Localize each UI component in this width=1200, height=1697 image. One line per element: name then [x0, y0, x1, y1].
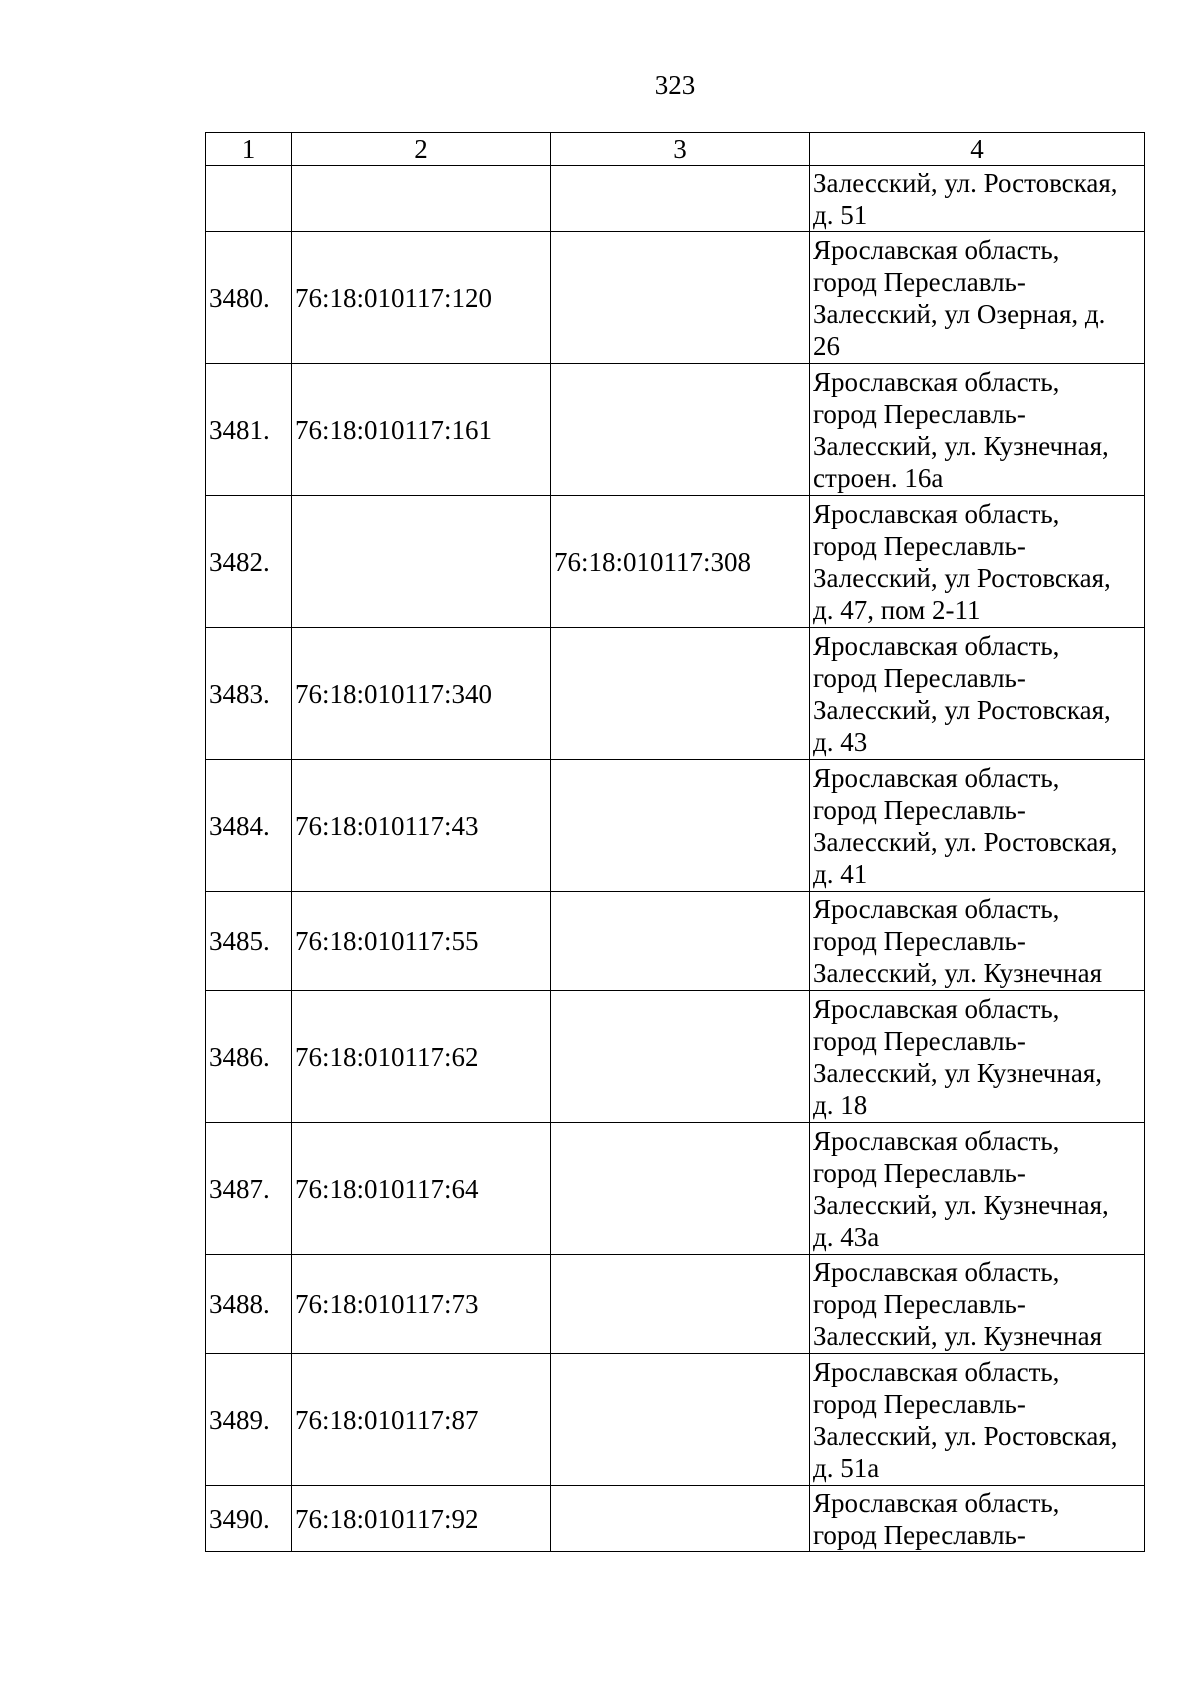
address-line: Залесский, ул. Ростовская, [813, 826, 1118, 857]
address-line: д. 41 [813, 858, 868, 889]
cadastral-land-cell [292, 166, 551, 232]
address-line: Залесский, ул. Кузнечная [813, 958, 1102, 988]
address-cell [810, 1255, 1145, 1354]
column-header: 4 [810, 133, 1145, 166]
row-number-cell: 3485. [206, 892, 292, 991]
address-line: д. 18 [813, 1089, 868, 1120]
address-line: Залесский, ул Озерная, д. [813, 298, 1106, 329]
row-number-cell: 3481. [206, 364, 292, 496]
address-line: город Переславль- [813, 1025, 1026, 1056]
address-line: город Переславль- [813, 1157, 1026, 1188]
cadastral-land-cell: 76:18:010117:340 [292, 628, 551, 760]
address-cell [810, 364, 1145, 496]
address-line: Залесский, ул. Кузнечная, [813, 1189, 1109, 1220]
address-line: Ярославская область, [813, 498, 1060, 529]
cadastral-land-cell: 76:18:010117:62 [292, 991, 551, 1123]
address-line: Ярославская область, [813, 630, 1060, 661]
row-number-cell: 3489. [206, 1354, 292, 1486]
address-line: город Переславль- [813, 1388, 1026, 1419]
column-header: 3 [551, 133, 810, 166]
cadastral-building-cell [551, 1123, 810, 1255]
table-row [206, 1255, 1145, 1354]
address-line: д. 43а [813, 1221, 880, 1252]
address-line: город Переславль- [813, 926, 1026, 956]
address-line: город Переславль- [813, 794, 1026, 825]
address-line: Ярославская область, [813, 1356, 1060, 1387]
table-row [206, 166, 1145, 232]
table-row [206, 1123, 1145, 1255]
address-line: Залесский, ул Ростовская, [813, 562, 1111, 593]
cadastral-building-cell [551, 166, 810, 232]
address-line: д. 43 [813, 726, 868, 757]
address-cell [810, 1123, 1145, 1255]
cadastral-land-cell: 76:18:010117:120 [292, 232, 551, 364]
row-number-cell: 3480. [206, 232, 292, 364]
cadastral-building-cell [551, 892, 810, 991]
address-line: Залесский, ул. Ростовская, [813, 167, 1118, 198]
row-number-cell: 3482. [206, 496, 292, 628]
address-cell [810, 232, 1145, 364]
cadastral-building-cell [551, 364, 810, 496]
address-line: Ярославская область, [813, 894, 1060, 924]
row-number-cell: 3487. [206, 1123, 292, 1255]
row-number-cell: 3484. [206, 760, 292, 892]
address-cell [810, 760, 1145, 892]
address-line: Залесский, ул. Кузнечная, [813, 430, 1109, 461]
table-row [206, 232, 1145, 364]
row-number-cell: 3483. [206, 628, 292, 760]
cadastral-building-cell [551, 991, 810, 1123]
cadastral-land-cell [292, 496, 551, 628]
cadastral-land-cell: 76:18:010117:43 [292, 760, 551, 892]
address-cell [810, 892, 1145, 991]
address-line: Залесский, ул. Ростовская, [813, 1420, 1118, 1451]
cadastral-building-cell [551, 1486, 810, 1552]
table-row [206, 1354, 1145, 1486]
cadastral-building-cell [551, 232, 810, 364]
address-line: город Переславль- [813, 1519, 1026, 1550]
cadastral-land-cell: 76:18:010117:92 [292, 1486, 551, 1552]
table-row [206, 760, 1145, 892]
address-line: строен. 16а [813, 462, 944, 493]
address-line: Залесский, ул Ростовская, [813, 694, 1111, 725]
address-line: д. 51а [813, 1452, 880, 1483]
registry-table [205, 132, 1145, 1552]
address-line: Ярославская область, [813, 993, 1060, 1024]
address-cell [810, 1354, 1145, 1486]
cadastral-building-cell [551, 1255, 810, 1354]
address-line: город Переславль- [813, 662, 1026, 693]
address-line: город Переславль- [813, 266, 1026, 297]
row-number-cell: 3488. [206, 1255, 292, 1354]
address-line: Ярославская область, [813, 234, 1060, 265]
row-number-cell [206, 166, 292, 232]
table-row [206, 496, 1145, 628]
table-row [206, 892, 1145, 991]
address-cell [810, 166, 1145, 232]
address-cell [810, 1486, 1145, 1552]
address-cell [810, 496, 1145, 628]
address-line: город Переславль- [813, 398, 1026, 429]
address-cell [810, 628, 1145, 760]
address-line: 26 [813, 330, 840, 361]
table-row [206, 991, 1145, 1123]
table-row [206, 628, 1145, 760]
address-cell [810, 991, 1145, 1123]
cadastral-building-cell [551, 628, 810, 760]
address-line: Ярославская область, [813, 1125, 1060, 1156]
column-header: 2 [292, 133, 551, 166]
page-number: 323 [654, 70, 696, 100]
header-row [206, 133, 1145, 166]
table-row [206, 1486, 1145, 1552]
cadastral-building-cell [551, 760, 810, 892]
cadastral-land-cell: 76:18:010117:161 [292, 364, 551, 496]
address-line: город Переславль- [813, 1289, 1026, 1319]
address-line: д. 51 [813, 199, 868, 230]
cadastral-land-cell: 76:18:010117:64 [292, 1123, 551, 1255]
column-header: 1 [206, 133, 292, 166]
row-number-cell: 3486. [206, 991, 292, 1123]
row-number-cell: 3490. [206, 1486, 292, 1552]
address-line: Ярославская область, [813, 1257, 1060, 1287]
address-line: Ярославская область, [813, 366, 1060, 397]
address-line: Ярославская область, [813, 1487, 1060, 1518]
table-row [206, 364, 1145, 496]
address-line: Залесский, ул Кузнечная, [813, 1057, 1102, 1088]
cadastral-building-cell [551, 1354, 810, 1486]
cadastral-land-cell: 76:18:010117:87 [292, 1354, 551, 1486]
address-line: город Переславль- [813, 530, 1026, 561]
address-line: Ярославская область, [813, 762, 1060, 793]
cadastral-land-cell: 76:18:010117:73 [292, 1255, 551, 1354]
cadastral-land-cell: 76:18:010117:55 [292, 892, 551, 991]
address-line: д. 47, пом 2-11 [813, 594, 981, 625]
cadastral-building-cell: 76:18:010117:308 [551, 496, 810, 628]
address-line: Залесский, ул. Кузнечная [813, 1321, 1102, 1351]
